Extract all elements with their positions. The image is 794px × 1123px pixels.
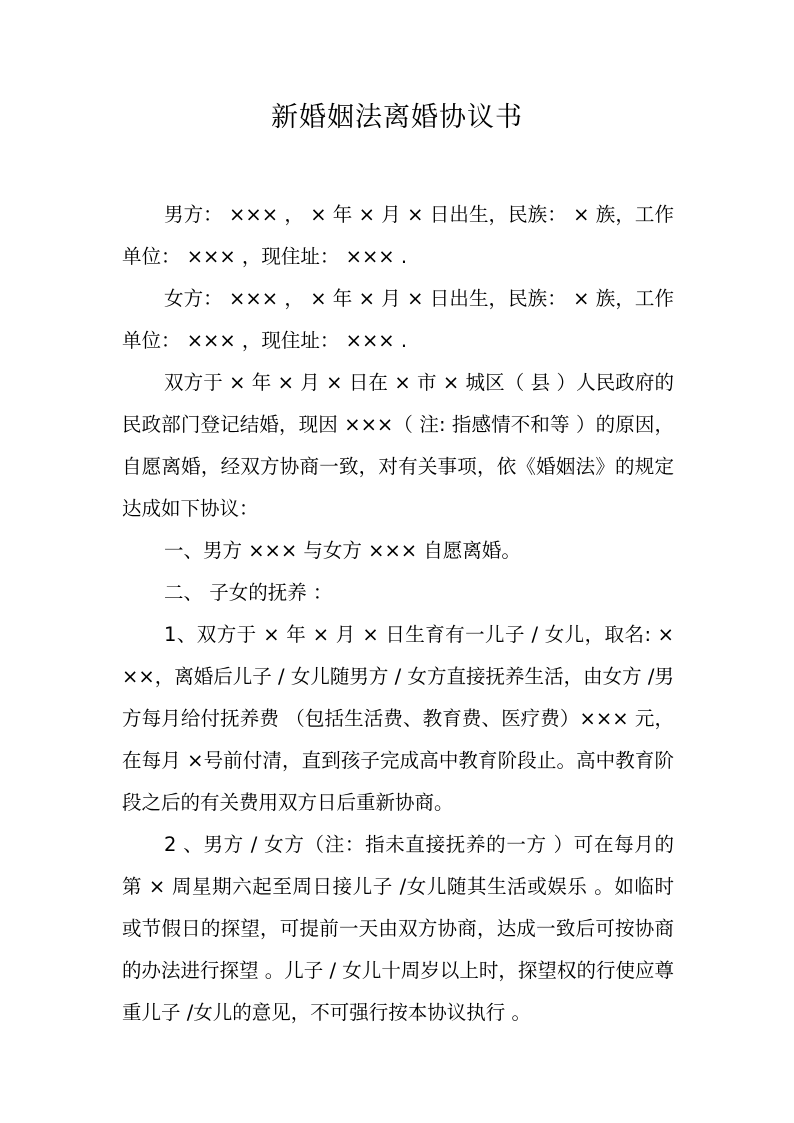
paragraph-male-party: 男方： ××× ， × 年 × 月 × 日出生，民族： × 族，工作单位： ××× ，现住址： ××× . [122,203,674,268]
paragraph-marriage-registration: 双方于 × 年 × 月 × 日在 × 市 × 城区（ 县 ）人民政府的民政部门登记结婚，现因 ×××（ 注: 指感情不和等 ）的原因，自愿离婚，经双方协商一致，对有关事项，依《婚姻法》的规定达成如下协议： [122,371,674,520]
paragraph-female-party: 女方： ××× ， × 年 × 月 × 日出生，民族： × 族，工作单位： ××× ，现住址： ××× . [122,287,674,352]
paragraph-clause-1: 一、男方 ××× 与女方 ××× 自愿离婚。 [164,539,521,562]
document-title: 新婚姻法离婚协议书 [271,102,523,133]
document-body [122,194,674,1034]
paragraph-child-support: 1、双方于 × 年 × 月 × 日生育有一儿子 / 女儿，取名: ×××，离婚后儿子 / 女儿随男方 / 女方直接抚养生活，由女方 /男方每月给付抚养费 （包括生活费、教育费、医疗费）××× 元，在每月 ×号前付清，直到孩子完成高中教育阶段止。高中教育阶段之后的有关费用双方日后重新协商。 [122,623,674,814]
paragraph-visitation: 2 、男方 / 女方（注：指未直接抚养的一方 ）可在每月的第 × 周星期六起至周日接儿子 /女儿随其生活或娱乐 。如临时或节假日的探望，可提前一天由双方协商，达成一致后可按协商的办法进行探望 。儿子 / 女儿十周岁以上时，探望权的行使应尊重儿子 /女儿的意见，不可强行按本协议执行 。 [122,833,674,1024]
paragraph-clause-2-heading: 二、 子女的抚养 ： [164,581,333,604]
